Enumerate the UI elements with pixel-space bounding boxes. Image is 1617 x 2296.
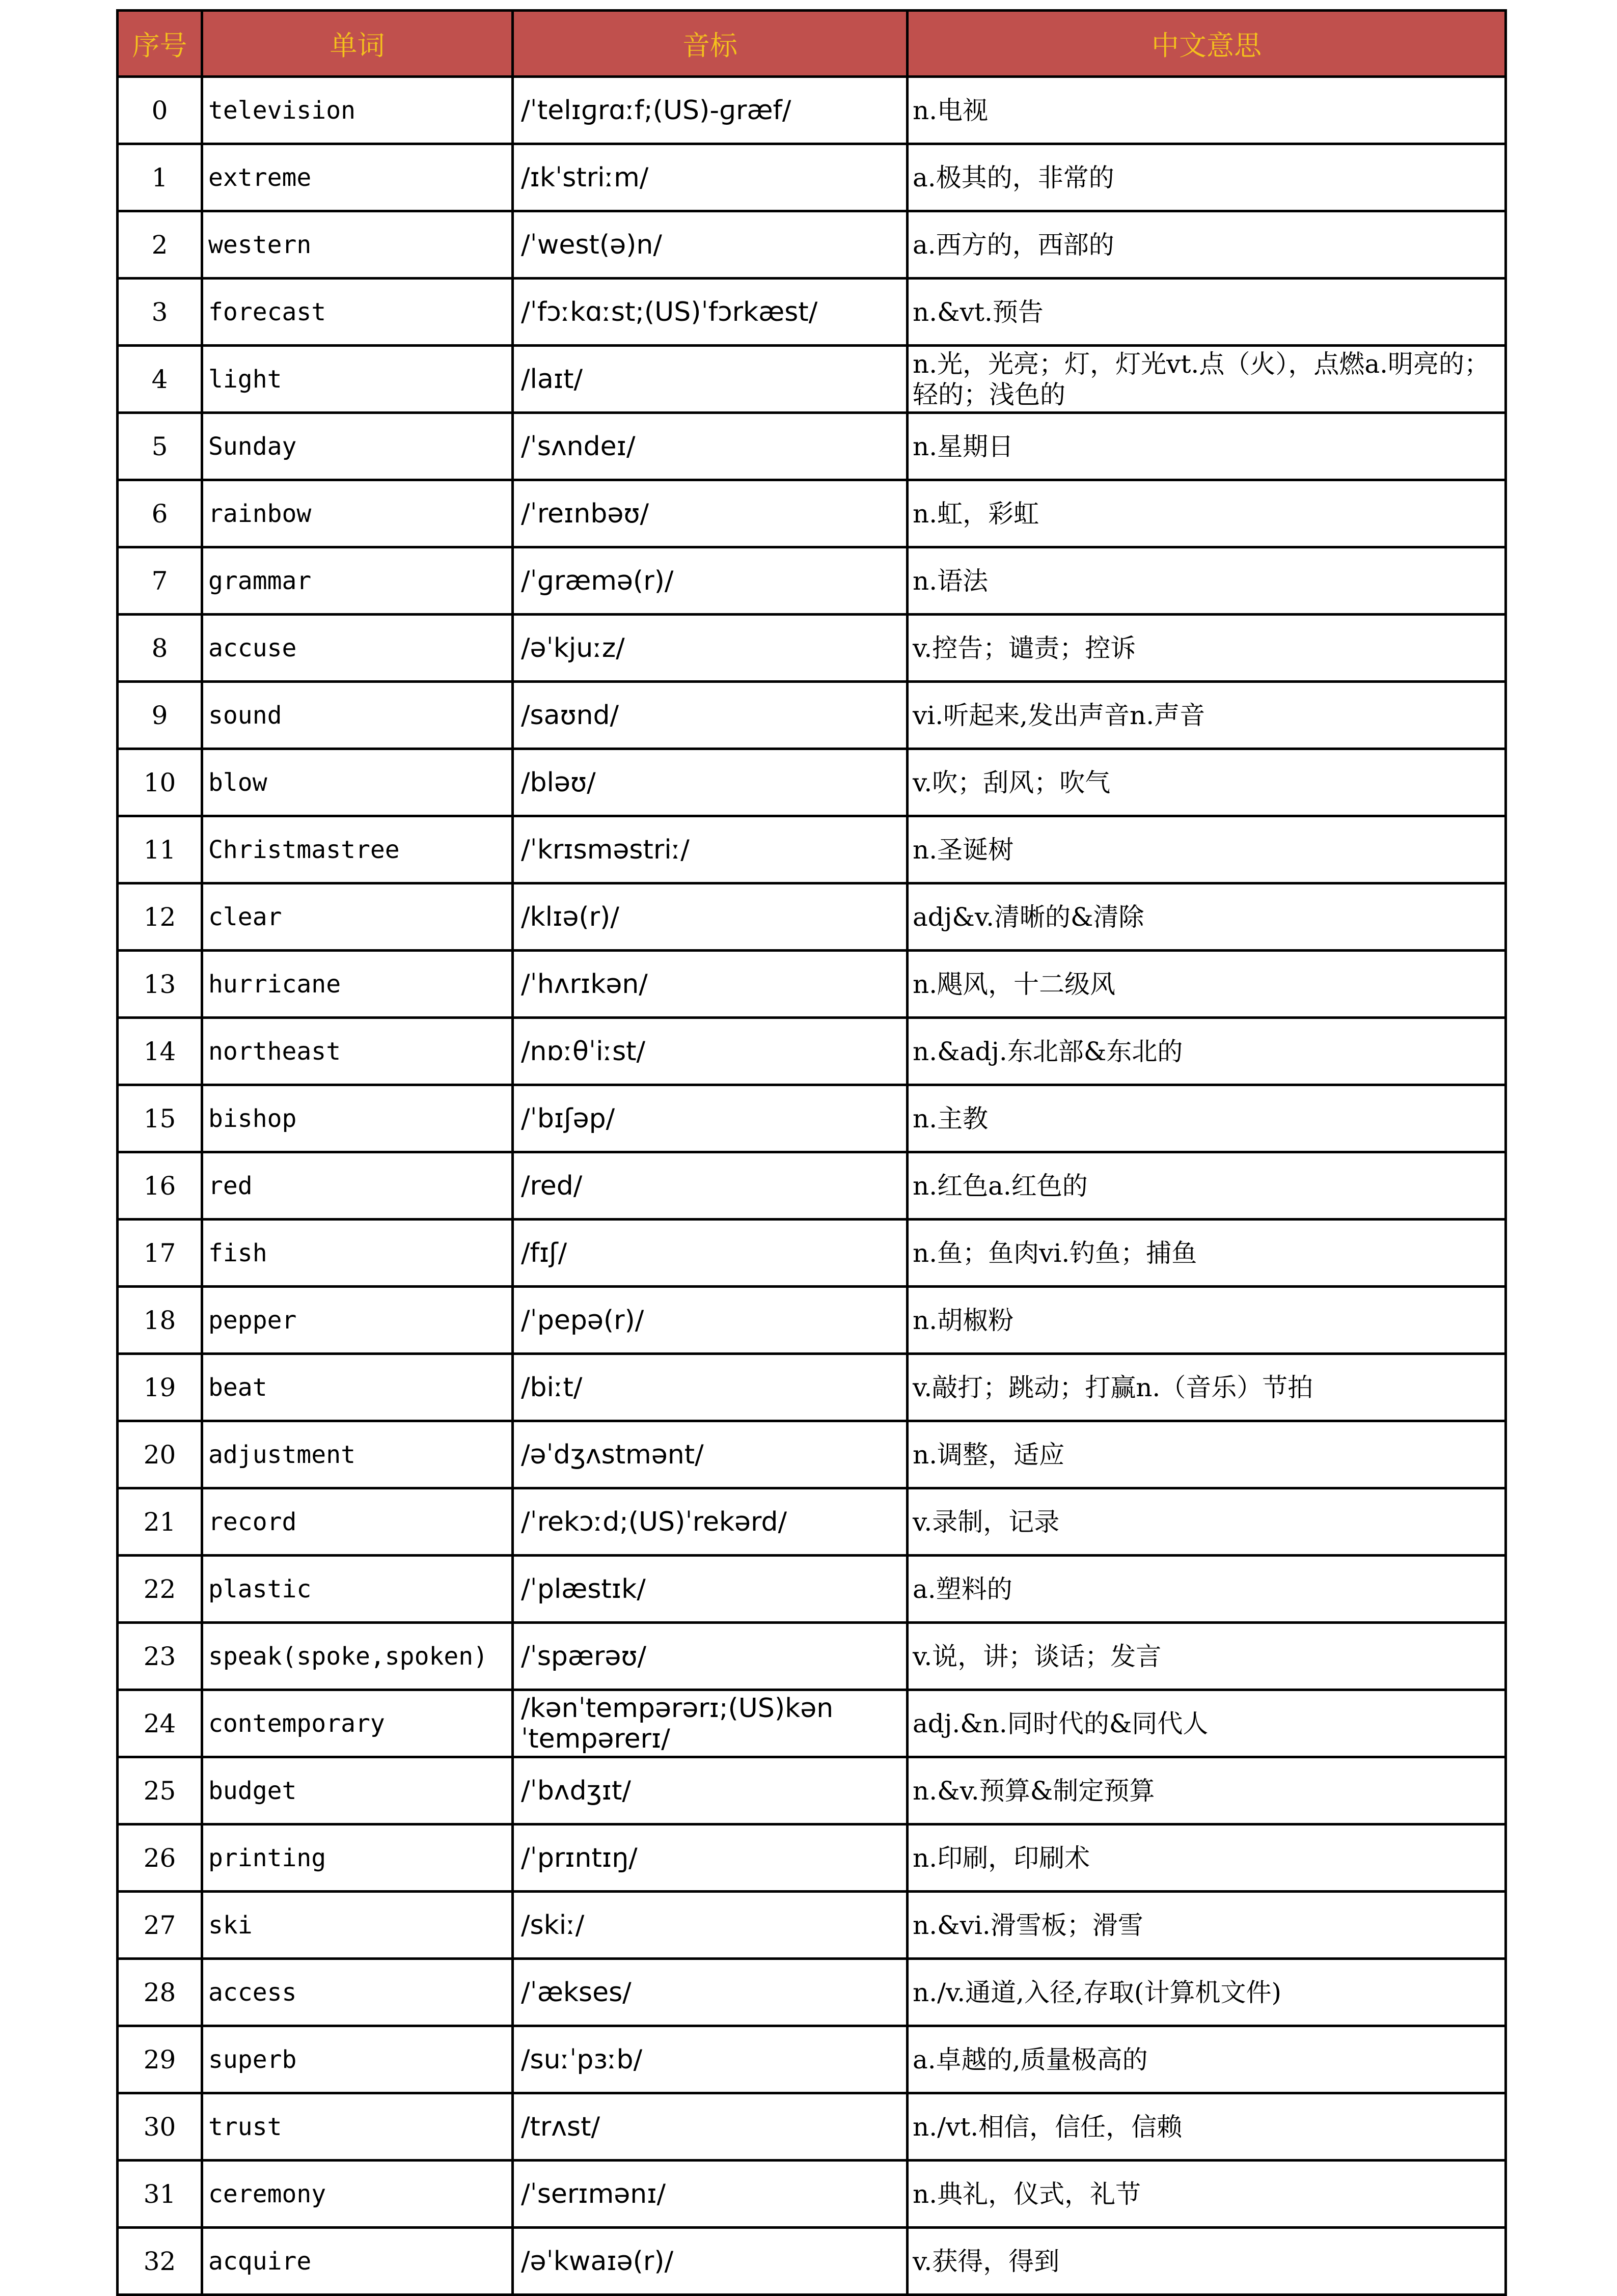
cell-phonetic: /saʊnd/ bbox=[513, 682, 908, 749]
table-row bbox=[118, 1085, 1506, 1152]
cell-phonetic: /red/ bbox=[513, 1152, 908, 1220]
cell-meaning: n.语法 bbox=[908, 547, 1506, 615]
cell-phonetic: /fɪʃ/ bbox=[513, 1220, 908, 1287]
cell-meaning: adj.&n.同时代的&同代人 bbox=[908, 1690, 1506, 1757]
table-row bbox=[118, 346, 1506, 413]
table-row bbox=[118, 1287, 1506, 1354]
table-row bbox=[118, 480, 1506, 547]
cell-index: 14 bbox=[118, 1018, 202, 1085]
cell-phonetic: /əˈkjuːz/ bbox=[513, 615, 908, 682]
cell-phonetic: /bləʊ/ bbox=[513, 749, 908, 816]
cell-index: 24 bbox=[118, 1690, 202, 1757]
table-row bbox=[118, 749, 1506, 816]
cell-meaning: a.塑料的 bbox=[908, 1556, 1506, 1623]
cell-index: 0 bbox=[118, 77, 202, 144]
cell-word: plastic bbox=[202, 1556, 513, 1623]
table-row bbox=[118, 1421, 1506, 1488]
vocabulary-sheet bbox=[116, 9, 1504, 2296]
cell-index: 15 bbox=[118, 1085, 202, 1152]
cell-word: speak(spoke,spoken) bbox=[202, 1623, 513, 1690]
cell-index: 13 bbox=[118, 951, 202, 1018]
cell-meaning: n.鱼；鱼肉vi.钓鱼；捕鱼 bbox=[908, 1220, 1506, 1287]
cell-phonetic: /ˈplæstɪk/ bbox=[513, 1556, 908, 1623]
cell-index: 4 bbox=[118, 346, 202, 413]
cell-word: blow bbox=[202, 749, 513, 816]
cell-meaning: n.印刷，印刷术 bbox=[908, 1824, 1506, 1892]
cell-phonetic: /ˈhʌrɪkən/ bbox=[513, 951, 908, 1018]
cell-word: printing bbox=[202, 1824, 513, 1892]
cell-phonetic: /ˈserɪmənɪ/ bbox=[513, 2161, 908, 2228]
cell-index: 19 bbox=[118, 1354, 202, 1421]
cell-word: access bbox=[202, 1959, 513, 2026]
table-row bbox=[118, 279, 1506, 346]
cell-word: bishop bbox=[202, 1085, 513, 1152]
cell-phonetic: /ˈspærəʊ/ bbox=[513, 1623, 908, 1690]
cell-phonetic: /əˈkwaɪə(r)/ bbox=[513, 2228, 908, 2295]
cell-index: 20 bbox=[118, 1421, 202, 1488]
cell-word: sound bbox=[202, 682, 513, 749]
table-row bbox=[118, 1018, 1506, 1085]
cell-word: record bbox=[202, 1488, 513, 1556]
cell-index: 22 bbox=[118, 1556, 202, 1623]
table-row bbox=[118, 951, 1506, 1018]
cell-index: 29 bbox=[118, 2026, 202, 2093]
cell-meaning: a.卓越的,质量极高的 bbox=[908, 2026, 1506, 2093]
table-row bbox=[118, 547, 1506, 615]
cell-word: grammar bbox=[202, 547, 513, 615]
cell-word: clear bbox=[202, 883, 513, 951]
cell-meaning: n.圣诞树 bbox=[908, 816, 1506, 883]
cell-index: 16 bbox=[118, 1152, 202, 1220]
table-row bbox=[118, 1757, 1506, 1824]
table-row bbox=[118, 413, 1506, 480]
cell-word: acquire bbox=[202, 2228, 513, 2295]
cell-index: 9 bbox=[118, 682, 202, 749]
cell-meaning: n.胡椒粉 bbox=[908, 1287, 1506, 1354]
table-row bbox=[118, 1690, 1506, 1757]
cell-meaning: n.典礼，仪式，礼节 bbox=[908, 2161, 1506, 2228]
cell-phonetic: /ˈreɪnbəʊ/ bbox=[513, 480, 908, 547]
cell-phonetic: /klɪə(r)/ bbox=[513, 883, 908, 951]
cell-index: 2 bbox=[118, 211, 202, 279]
cell-index: 26 bbox=[118, 1824, 202, 1892]
table-row bbox=[118, 1892, 1506, 1959]
cell-meaning: v.获得，得到 bbox=[908, 2228, 1506, 2295]
cell-index: 23 bbox=[118, 1623, 202, 1690]
cell-index: 25 bbox=[118, 1757, 202, 1824]
header-phonetic: 音标 bbox=[513, 11, 908, 77]
cell-phonetic: /trʌst/ bbox=[513, 2093, 908, 2161]
vocabulary-table bbox=[116, 9, 1507, 2296]
cell-word: western bbox=[202, 211, 513, 279]
cell-index: 8 bbox=[118, 615, 202, 682]
cell-index: 10 bbox=[118, 749, 202, 816]
cell-phonetic: /ˈwest(ə)n/ bbox=[513, 211, 908, 279]
cell-meaning: n.飓风，十二级风 bbox=[908, 951, 1506, 1018]
cell-index: 1 bbox=[118, 144, 202, 211]
cell-meaning: vi.听起来,发出声音n.声音 bbox=[908, 682, 1506, 749]
cell-phonetic: /suːˈpɜːb/ bbox=[513, 2026, 908, 2093]
cell-phonetic: /ˈsʌndeɪ/ bbox=[513, 413, 908, 480]
table-body bbox=[118, 77, 1506, 2295]
cell-meaning: v.吹；刮风；吹气 bbox=[908, 749, 1506, 816]
table-row bbox=[118, 1824, 1506, 1892]
cell-meaning: adj&v.清晰的&清除 bbox=[908, 883, 1506, 951]
cell-word: trust bbox=[202, 2093, 513, 2161]
cell-word: television bbox=[202, 77, 513, 144]
cell-meaning: v.说，讲；谈话；发言 bbox=[908, 1623, 1506, 1690]
cell-word: red bbox=[202, 1152, 513, 1220]
table-row bbox=[118, 1220, 1506, 1287]
table-row bbox=[118, 144, 1506, 211]
cell-index: 31 bbox=[118, 2161, 202, 2228]
cell-phonetic: /ˈɡræmə(r)/ bbox=[513, 547, 908, 615]
cell-meaning: a.西方的，西部的 bbox=[908, 211, 1506, 279]
cell-word: forecast bbox=[202, 279, 513, 346]
cell-phonetic: /laɪt/ bbox=[513, 346, 908, 413]
cell-word: superb bbox=[202, 2026, 513, 2093]
table-row bbox=[118, 883, 1506, 951]
cell-phonetic: /ɪkˈstriːm/ bbox=[513, 144, 908, 211]
cell-index: 7 bbox=[118, 547, 202, 615]
cell-meaning: n.星期日 bbox=[908, 413, 1506, 480]
cell-meaning: v.控告；谴责；控诉 bbox=[908, 615, 1506, 682]
cell-phonetic: /ˈbʌdʒɪt/ bbox=[513, 1757, 908, 1824]
cell-phonetic: /ˈrekɔːd;(US)ˈrekərd/ bbox=[513, 1488, 908, 1556]
cell-phonetic: /nɒːθˈiːst/ bbox=[513, 1018, 908, 1085]
cell-word: Sunday bbox=[202, 413, 513, 480]
cell-phonetic: /skiː/ bbox=[513, 1892, 908, 1959]
cell-meaning: v.敲打；跳动；打赢n.（音乐）节拍 bbox=[908, 1354, 1506, 1421]
cell-meaning: n.电视 bbox=[908, 77, 1506, 144]
cell-word: Christmastree bbox=[202, 816, 513, 883]
cell-index: 18 bbox=[118, 1287, 202, 1354]
cell-phonetic: /ˈkrɪsməstriː/ bbox=[513, 816, 908, 883]
cell-phonetic: /biːt/ bbox=[513, 1354, 908, 1421]
cell-word: contemporary bbox=[202, 1690, 513, 1757]
table-row bbox=[118, 1152, 1506, 1220]
cell-index: 17 bbox=[118, 1220, 202, 1287]
cell-meaning: n.&vi.滑雪板；滑雪 bbox=[908, 1892, 1506, 1959]
cell-word: accuse bbox=[202, 615, 513, 682]
cell-meaning: n.光，光亮；灯，灯光vt.点（火），点燃a.明亮的；轻的；浅色的 bbox=[908, 346, 1506, 413]
cell-phonetic: /ˈpepə(r)/ bbox=[513, 1287, 908, 1354]
cell-index: 5 bbox=[118, 413, 202, 480]
table-row bbox=[118, 1959, 1506, 2026]
cell-meaning: n./v.通道,入径,存取(计算机文件) bbox=[908, 1959, 1506, 2026]
cell-word: pepper bbox=[202, 1287, 513, 1354]
table-row bbox=[118, 2026, 1506, 2093]
table-row bbox=[118, 1623, 1506, 1690]
cell-word: rainbow bbox=[202, 480, 513, 547]
cell-index: 11 bbox=[118, 816, 202, 883]
table-row bbox=[118, 615, 1506, 682]
cell-word: fish bbox=[202, 1220, 513, 1287]
table-header bbox=[118, 11, 1506, 77]
cell-word: extreme bbox=[202, 144, 513, 211]
table-row bbox=[118, 2093, 1506, 2161]
table-row bbox=[118, 1488, 1506, 1556]
table-row bbox=[118, 77, 1506, 144]
cell-phonetic: /ˈprɪntɪŋ/ bbox=[513, 1824, 908, 1892]
cell-phonetic: /kənˈtempərərɪ;(US)kənˈtempərerɪ/ bbox=[513, 1690, 908, 1757]
cell-index: 6 bbox=[118, 480, 202, 547]
cell-meaning: n./vt.相信，信任，信赖 bbox=[908, 2093, 1506, 2161]
table-row bbox=[118, 1354, 1506, 1421]
cell-index: 32 bbox=[118, 2228, 202, 2295]
header-meaning: 中文意思 bbox=[908, 11, 1506, 77]
cell-word: beat bbox=[202, 1354, 513, 1421]
table-row bbox=[118, 682, 1506, 749]
cell-index: 30 bbox=[118, 2093, 202, 2161]
header-word: 单词 bbox=[202, 11, 513, 77]
table-row bbox=[118, 2228, 1506, 2295]
cell-index: 27 bbox=[118, 1892, 202, 1959]
cell-word: ceremony bbox=[202, 2161, 513, 2228]
cell-meaning: n.红色a.红色的 bbox=[908, 1152, 1506, 1220]
cell-phonetic: /ˈbɪʃəp/ bbox=[513, 1085, 908, 1152]
cell-meaning: n.&vt.预告 bbox=[908, 279, 1506, 346]
header-index: 序号 bbox=[118, 11, 202, 77]
cell-phonetic: /ˈfɔːkɑːst;(US)ˈfɔrkæst/ bbox=[513, 279, 908, 346]
cell-index: 3 bbox=[118, 279, 202, 346]
cell-meaning: a.极其的，非常的 bbox=[908, 144, 1506, 211]
cell-phonetic: /ˈtelɪɡrɑːf;(US)-ɡræf/ bbox=[513, 77, 908, 144]
cell-word: ski bbox=[202, 1892, 513, 1959]
cell-meaning: n.虹，彩虹 bbox=[908, 480, 1506, 547]
table-row bbox=[118, 2161, 1506, 2228]
table-row bbox=[118, 211, 1506, 279]
cell-meaning: n.主教 bbox=[908, 1085, 1506, 1152]
cell-word: budget bbox=[202, 1757, 513, 1824]
table-row bbox=[118, 1556, 1506, 1623]
cell-word: light bbox=[202, 346, 513, 413]
cell-word: northeast bbox=[202, 1018, 513, 1085]
cell-index: 21 bbox=[118, 1488, 202, 1556]
table-row bbox=[118, 816, 1506, 883]
cell-index: 12 bbox=[118, 883, 202, 951]
cell-phonetic: /əˈdʒʌstmənt/ bbox=[513, 1421, 908, 1488]
cell-phonetic: /ˈækses/ bbox=[513, 1959, 908, 2026]
cell-meaning: n.调整，适应 bbox=[908, 1421, 1506, 1488]
cell-word: hurricane bbox=[202, 951, 513, 1018]
cell-index: 28 bbox=[118, 1959, 202, 2026]
cell-meaning: n.&v.预算&制定预算 bbox=[908, 1757, 1506, 1824]
cell-meaning: v.录制，记录 bbox=[908, 1488, 1506, 1556]
cell-meaning: n.&adj.东北部&东北的 bbox=[908, 1018, 1506, 1085]
header-row bbox=[118, 11, 1506, 77]
cell-word: adjustment bbox=[202, 1421, 513, 1488]
